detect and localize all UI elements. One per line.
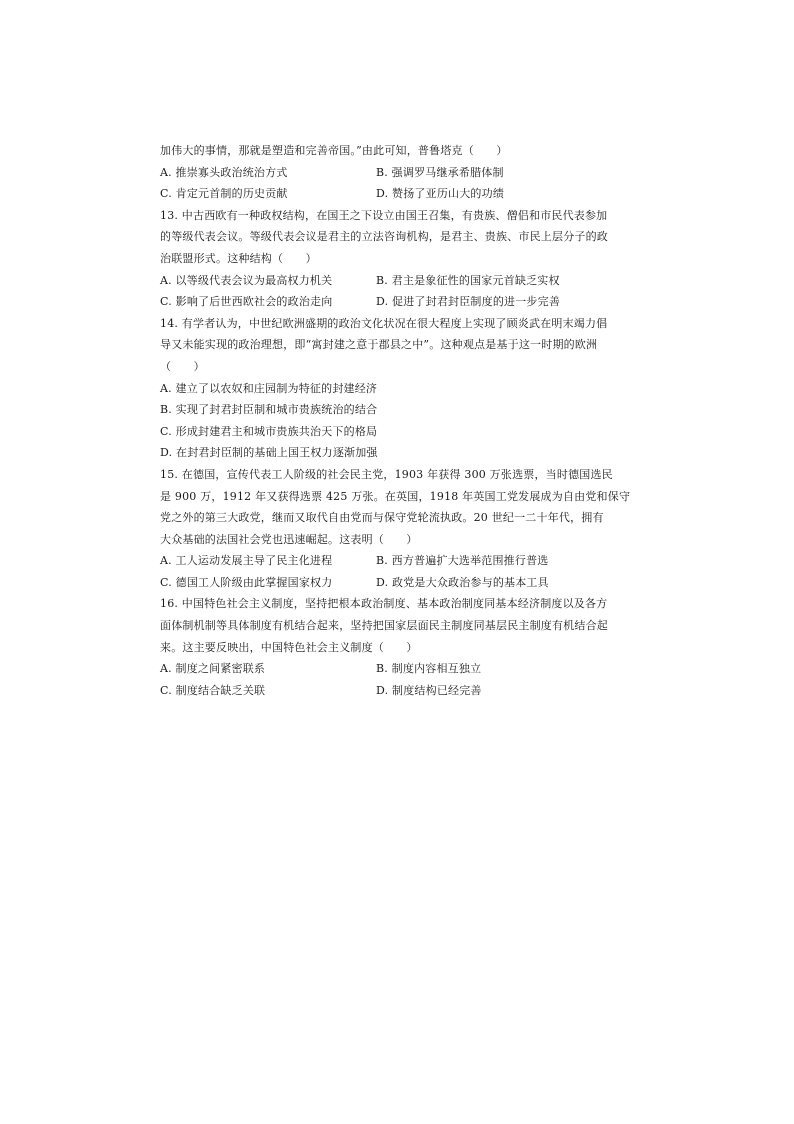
q12-option-d[interactable]: D. 赞扬了亚历山大的功绩 — [376, 187, 505, 201]
q15-option-d[interactable]: D. 政党是大众政治参与的基本工具 — [376, 575, 549, 589]
q13-stem-line-2: 的等级代表会议。等级代表会议是君主的立法咨询机构，是君主、贵族、市民上层分子的政 — [160, 230, 608, 244]
q13-options-row-2 — [160, 291, 640, 313]
q13-option-b[interactable]: B. 君主是象征性的国家元首缺乏实权 — [376, 273, 560, 287]
q16-option-b[interactable]: B. 制度内容相互独立 — [376, 662, 482, 676]
q12-options-row-2 — [160, 183, 640, 205]
q13-option-a[interactable]: A. 以等级代表会议为最高权力机关 — [160, 273, 333, 287]
q12-options-row-1 — [160, 162, 640, 184]
q15-option-c[interactable]: C. 德国工人阶级由此掌握国家权力 — [160, 575, 333, 589]
q14-stem-line-3: （ ） — [160, 359, 205, 373]
q15-options-row-2 — [160, 572, 640, 594]
q13-stem-line-1: 13. 中古西欧有一种政权结构，在国王之下设立由国王召集，有贵族、僧侣和市民代表参加 — [160, 208, 608, 222]
q16-stem-line-3: 来。这主要反映出，中国特色社会主义制度（ ） — [160, 640, 418, 654]
q16-options-row-1 — [160, 658, 640, 680]
q15-stem-line-1: 15. 在德国，宣传代表工人阶级的社会民主党，1903 年获得 300 万张选票，当时德国选民 — [160, 467, 613, 481]
q14-stem-line-1: 14. 有学者认为，中世纪欧洲盛期的政治文化状况在很大程度上实现了顾炎武在明末竭力倡 — [160, 316, 608, 330]
q13-stem-line-3: 治联盟形式。这种结构（ ） — [160, 251, 317, 265]
q15-option-a[interactable]: A. 工人运动发展主导了民主化进程 — [160, 554, 333, 568]
q14-option-a[interactable]: A. 建立了以农奴和庄园制为特征的封建经济 — [160, 381, 378, 395]
q16-stem-line-2: 面体制机制等具体制度有机结合起来，坚持把国家层面民主制度同基层民主制度有机结合起 — [160, 619, 608, 633]
q16-option-c[interactable]: C. 制度结合缺乏关联 — [160, 683, 266, 697]
q12-option-b[interactable]: B. 强调罗马继承希腊体制 — [376, 165, 504, 179]
q16-options-row-2 — [160, 680, 640, 702]
q14-option-d[interactable]: D. 在封君封臣制的基础上国王权力逐渐加强 — [160, 446, 378, 460]
exam-page — [160, 140, 640, 701]
q15-stem-line-3: 党之外的第三大政党，继而又取代自由党而与保守党轮流执政。20 世纪一二十年代，拥有 — [160, 511, 604, 525]
q13-option-c[interactable]: C. 影响了后世西欧社会的政治走向 — [160, 295, 333, 309]
q14-stem-line-2: 导又未能实现的政治理想，即“寓封建之意于郡县之中”。这种观点是基于这一时期的欧洲 — [160, 338, 598, 352]
q15-option-b[interactable]: B. 西方普遍扩大选举范围推行普选 — [376, 554, 549, 568]
q16-stem-line-1: 16. 中国特色社会主义制度，坚持把根本政治制度、基本政治制度同基本经济制度以及各方 — [160, 597, 608, 611]
q13-options-row-1 — [160, 270, 640, 292]
q16-option-d[interactable]: D. 制度结构已经完善 — [376, 683, 482, 697]
q15-stem-line-4: 大众基础的法国社会党也迅速崛起。这表明（ ） — [160, 532, 418, 546]
q14-option-b[interactable]: B. 实现了封君封臣制和城市贵族统治的结合 — [160, 403, 378, 417]
q15-options-row-1 — [160, 550, 640, 572]
q15-stem-line-2: 是 900 万，1912 年又获得选票 425 万张。在英国，1918 年英国工党发展成为自由党和保守 — [160, 489, 631, 503]
q14-option-c[interactable]: C. 形成封建君主和城市贵族共治天下的格局 — [160, 424, 378, 438]
q12-option-a[interactable]: A. 推崇寡头政治统治方式 — [160, 165, 288, 179]
q16-option-a[interactable]: A. 制度之间紧密联系 — [160, 662, 266, 676]
q12-continuation: 加伟大的事情，那就是塑造和完善帝国。”由此可知，普鲁塔克（ ） — [160, 144, 508, 157]
q12-option-c[interactable]: C. 肯定元首制的历史贡献 — [160, 187, 288, 201]
q13-option-d[interactable]: D. 促进了封君封臣制度的进一步完善 — [376, 295, 561, 309]
